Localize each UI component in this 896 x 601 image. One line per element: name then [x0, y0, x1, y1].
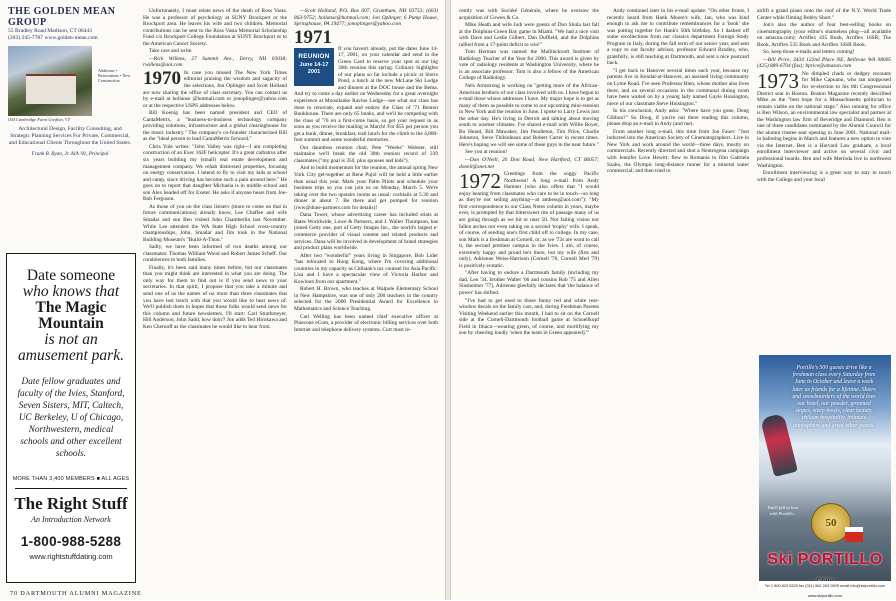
photo-caption: Old Cambridge Farm Grafton, VT	[8, 117, 71, 122]
note-paragraph: Finally, it's been said many times before, but our classmates than you might think are interested in what you are doing. The only way for them to find out is if you send news to your secretaries. In that spirit, I propose that you take a minute and send one of us the names of no more than three classmates that you have lost touch with that you would like to hear news of. We'll publish them in hopes that those folks would send news for this column and future newsletters. I'll start: Carl Strathmeyer, Hill Anderson, John Sadd, how doin'? Jon adds Ted Hirokawa and Ken Chernoff as the classmates he would like to hear from.	[143, 264, 287, 330]
ad-headline-line: amusement park.	[18, 347, 124, 364]
portillo-logo-text: Ski PORTILLO	[767, 551, 883, 568]
golden-mean-signature: Frank B. Ryan, Jr. AIA '81, Principal	[31, 151, 109, 157]
right-stuff-ad[interactable]	[6, 253, 136, 583]
note-paragraph: If you haven't already, put the dates June 14-17, 2001, on your calendar and send in the Green Card to reserve your spot at our big 30th reunion this spring. Culinary highlights of our plans so far include a picnic at Storrs Pond, a lunch at the new McLane Ski Lodge and dinners at the DOC house and the Bema. And try to come a day earlier on Wednesday for a great overnight experience at Moosilauke Ravine Lodge—see what our class has done to renovate, expand and endow the Class of '71 Benton Bunkhouse. There are only 65 bunks, and we'll be competing with the class of '76 on a first-come basis, so get your request in as soon as you receive the mailing in March! For $55 per person you get a bunk, dinner, breakfast, trail lunch for the climb to the 4,800-foot summit and some wonderful memories.	[294, 45, 438, 144]
farm-photo	[8, 46, 92, 116]
ad-body: Date fellow graduates and faculty of the Ivies, Stanford, Seven Sisters, MIT, Caltech, UC Berkeley, U of Chicago, Northwestern, medical schools and other excellent schools.	[17, 377, 125, 459]
ad-headline-line: Mountain	[38, 315, 104, 332]
ad-headline-line: is not an	[44, 331, 98, 348]
right-column-1	[459, 8, 599, 593]
note-paragraph: "After having to endure a Dartmouth family (including my dad, Len '34, brother Walter '66 and cousins Rob '75 and Allen Sinsheimer '77), Adrienne gleefully declares that 'the balance of power' has shifted.	[459, 270, 599, 296]
note-paragraph: Unfortunately, I must relate news of the death of Ross Vasta. He was a professor of psychology at SUNY Brockport or the Brockport area. He leaves his wife and two children. Memorial contributions can be sent to the Ross Vasta Memorial Scholarship Fund c/o Brockport College Foundation at SUNY Brockport or to the American Cancer Society.	[143, 8, 287, 47]
note-paragraph: "I've had to get used to those funny red and white rear-window decals on the family cars, and, during Freshman Parents Visiting Weekend earlier this month, I had to sit on the Cornell side at the Cornell-Dartmouth football game at Schoellkopf Field in Ithaca—wearing green, of course, and mortifying my son by cheering loudly 'when the team in Green appeared].'"	[459, 297, 599, 337]
right-column-2	[607, 8, 749, 593]
year-1970: 1970	[143, 67, 181, 89]
note-paragraph: Our dauntless reunion chair, Pete "Weebs" Webster, still maintains we'll break the old 30th reunion record of 339 classmates ("my goal is 350, plus spouses and kids").	[294, 144, 438, 164]
chile-flag-icon	[845, 527, 863, 542]
secretary-signature: —Rick Willens, 27 Summit Ave., Derry, NH 03038; rwillens@aol.com	[143, 55, 287, 69]
ad-headline-line: Date someone	[26, 267, 116, 284]
note-paragraph: Tom Herman was named the Mallinckrodt Institute of Radiology Teacher of the Year for 2000. This award is given by vote of radiology residents at Washington University, where he is an associate professor. Tom is also a fellow of the American College of Radiology.	[459, 49, 599, 82]
note-paragraph: Jon's also the author of four best-selling books on cinematography (your editor's shameless plug—all available on amazon.com): Arriflex 435 Book, Arriflex 16SR; The Book, Arriflex 535 Book and Arriflex 16SR Book.	[757, 22, 891, 48]
reunion-badge	[294, 48, 334, 86]
year-1973: 1973	[757, 68, 799, 93]
golden-mean-description: Architectural Design, Facility Consulting, and Strategic Planning Services For Private, Commercial, and Educational Clients Throughout the United States.	[8, 126, 132, 146]
right-column-3	[757, 8, 891, 350]
note-paragraph: See you at reunion!	[465, 149, 508, 156]
secretary-signature: —Scott Holland, P.O. Box 607, Grantham, NH 03753; (603) 863-9752; hollanse@hotmail.com; Jon Oplinger, 6 Pump House, Springhouse, PA 19477; jonoplinger@yahoo.com	[294, 8, 438, 28]
anniversary-badge: 50	[811, 503, 851, 543]
secretary-signature: —Don O'Neill, 20 Don Road, New Hartford, CT 06057; doneil@snet.net	[459, 157, 599, 170]
year-1972: 1972	[459, 169, 501, 194]
ski-portillo-ad[interactable]	[759, 355, 891, 598]
left-page	[0, 0, 445, 600]
note-paragraph: Mike Heath and wife Judi were guests of Don Shula last fall at the Dolphins-Green Bay game in Miami. "We had a nice visit with Dave and Leslie Gilbert, Dan Duffield, and the Dolphins rallied from a 17-point deficit to win!"	[459, 22, 599, 48]
class-1972-heading	[459, 171, 599, 269]
ad-headline-line: who knows that	[22, 283, 120, 300]
note-paragraph: From another long e-mail, this time from Jon Fauer: "Just inducted into the American Society of Cinematographers. Live in New York and work around the world—three days, mostly on commercials. Recently directed and shot a Neutrogena campaign with Jennifer Love Hewitt; flew to Romania to film Gabriela Szabo, the Olympic long-distance runner for a mineral water commercial; and then tried to	[607, 128, 749, 175]
reunion-title: REUNION	[298, 52, 330, 60]
note-paragraph: In his conclusion, Andy asks: "Where have you gone, Doug Gibbon?" So Doug, if you're out there reading this column, please drop an e-mail to Andy (and me).	[607, 108, 749, 128]
golden-mean-address: 55 Bradley Road Madison, CT 06443	[8, 28, 93, 34]
golden-mean-ad[interactable]	[8, 6, 136, 157]
note-paragraph: After two "wonderful" years living in Singapore, Bob Lider "has relocated to Hong Kong, where I'm covering additional countries in my capacity as Citibank's tax counsel for Asia Pacific. Lisa and I have a spectacular view of Victoria Harbor and Kowloon from our apartment."	[294, 252, 438, 285]
ad-members: MORE THAN 3,400 MEMBERS ■ ALL AGES	[12, 476, 130, 482]
note-paragraph: Greetings from the soggy Pacific Northwest! A long e-mail from Andy Hamner (who also offers that "I would enjoy hearing from classmates who care to be in touch—so long as they're not selling anything—at ambesq@aol.com"): "My first correspondence to our Class Notes column in years, maybe ever, is prompted by that bittersweet rite of passage many of us are going through as we hit or near 50. Not failing vision nor fallen arches nor even taking on a second 'trophy' wife. I speak, of course, of sending one's first child off to college. In my case, son Mark is a freshman at Cornell, or, as we '72s are wont to call it, the second prettiest campus in the Ivies. I am, of course, extremely happy and proud he's there, but my wife (first and only), Adrienne Weiss-Harrison (Cornell '76, Cornell Med '79) is positively ecstatic.	[459, 171, 599, 269]
year-1971: 1971	[294, 26, 332, 48]
ad-divider	[15, 488, 127, 489]
ad-headline	[7, 268, 135, 364]
right-page	[451, 0, 896, 600]
class-1973-heading	[757, 68, 891, 169]
ski-ad-copy: Portillo's 500 guests drive like a freshman class every Saturday from June to October and leave a week later as friends for a lifetime. Skiers and snowboarders of the world love our hotel, our powder, groomed slopes, steep bowls, clear beauty, chilean hospitality, intimate atmosphere and great other guests.	[792, 365, 876, 429]
note-paragraph: Sadly, we have been informed of two deaths among our classmates: Thomas William Wood and Robert James Scheff. Our condolences to both families.	[143, 244, 287, 264]
note-paragraph: Enrollment interviewing is a great way to stay in touch with the College and your local	[757, 170, 891, 183]
class-1970-heading	[143, 67, 287, 109]
note-paragraph: airlift a grand piano onto the roof of the N.Y. World Trade Center while filming Bobby Short."	[757, 8, 891, 21]
note-paragraph: In case you missed The New York Times editorial praising the wisdom and sagacity of the selections, Jon Oplinger and Scott Holland are now sharing the office of class secretary. You can contact us by e-mail at hollanse @hotmail.com or jonoplinger@yahoo.com or at the respective USPS addresses below.	[143, 69, 287, 109]
note-paragraph: Chris Yule writes: "John Valley was right—I am completing construction of an Exec 162F helicopter. It's a great carbatrus after six years building my (small) real estate development and management company. We rehab distressed properties, focusing on energy conservation. I intend to fly to visit my kids at school and camp, since driving has become such a pain around here." He goes on to report that daughter Michaela is in middle school and son Alex headed off for Exeter. He asks if anyone hears from Joe-Bob Ferguson.	[143, 143, 287, 203]
note-paragraph: As those of you on the class listserv (more to come on that in future communications) already know, Lee Chaffee and wife Smadar and son Ben visited John Chamberlin last November. While Lee attended the WA State High School cross-country championships, John, Smadar and Jim took in the National Building Museum's "Build-A-Thon."	[143, 203, 287, 243]
ski-ad-contact[interactable]: Tel 1 800 829 5325 fax (011) 562 263 0595 email info@skiportillo.com www.skiportillo.com	[759, 581, 891, 591]
note-paragraph: Robert H. Brown, who teaches at Walpole Elementary School in New Hampshire, was one of only 200 teachers in the country selected for the 2000 Presidential Award for Excellence in Mathematics and Science Teaching.	[294, 286, 438, 312]
secretary-signature: —Bill Price, 3434 122nd Place NE, Bellevue WA 98005 (425) 889-6704 (fax); bprice@amazon.com	[757, 56, 891, 70]
note-paragraph: cently was with Société Générale, where he oversaw the acquisition of Cowen & Co.	[459, 8, 599, 21]
left-column-2	[294, 8, 438, 593]
page-folio: 70 DARTMOUTH ALUMNI MAGAZINE	[10, 590, 142, 597]
note-paragraph: So, keep those e-mails and letters coming!	[763, 49, 855, 56]
note-paragraph: Take care and write.	[149, 48, 193, 55]
ad-headline-line: The Magic	[35, 299, 107, 316]
note-paragraph: Andy continued later in his e-mail update: "On other fronts, I recently heard from Hank Moore's wife, Jan, who was kind enough to ask me to contribute remembrances for a 'book' she was putting together for Hank's 50th birthday. So I dashed off some recollections from our classics department Foreign Study Program in Italy, during the fall term of our senior year, and sent a copy to our faculty advisor, professor Edward Bradley, who, gratefully, is still teaching at Dartmouth, and sent a nice postcard back.	[607, 8, 749, 67]
golden-mean-title: THE GOLDEN MEAN GROUP	[8, 6, 116, 28]
ad-phone[interactable]: 1-800-988-5288	[20, 534, 122, 549]
ad-brand-name: The Right Stuff	[14, 494, 128, 513]
services-note: Additions • Renovations • New Construction	[98, 68, 131, 83]
farmhouse-shape	[26, 74, 76, 104]
note-paragraph: Nels Armstrong is working on "getting more of the African-American brothers of our class involved with us. I have begun to e-mail those whose addresses I have. My major hope is to get as many of them as possible to come to our upcoming mini-reunion in New York and the reunion in June. I spoke to Larry Lewis just the other day. He's living in Detroit and talking about moving south to warmer climates. I've shared e-mail with Willie Boyer, Bo Heard, Bill Mawaker, Jim Pendleton, Tim Price, Charlie Johnston, Steve Thibodeaux and Robert Carter in recent times. Here's hoping we will see some of these guys in the near future."	[459, 83, 599, 148]
note-paragraph: Dana Tower, whose advertising career has included stints at Bates Worldwide, Lowe & Partners, and J. Walter Thompson, has joined Getty one, part of Getty Images Inc., the world's largest e-commerce provider of visual content and related products and services. Dana will be involved in development of brand strategies and product plans worldwide.	[294, 212, 438, 252]
note-paragraph: Bill Koenig has been named president and CEO of CantaMetrix, a "business-to-business technology company providing solutions, infrastructure and a global clearinghouse for the music industry." The company's co-founder characterized Bill as the "ideal person to lead CantaMetrix forward."	[143, 110, 287, 143]
golden-mean-contact[interactable]: (203) 245-7787 www.golden-mean.com	[8, 35, 98, 41]
note-paragraph: "I get back to Hanover several times each year, because my parents live in Kendal-at-Hanover, an assisted living community on Lyme Road. I've seen Professor Bien, whose mother also lives there, and on several occasions in the communal dining room have been waited on by a young lady named Gayle Hoisington, niece of our classmate Steve Hoisington."	[607, 67, 749, 107]
note-paragraph: Carl Welling has been named chief executive officer at Pinecone eCom, a provider of electronic billing services over both Internet and telephone delivery systems. Curt most re-	[294, 313, 438, 333]
note-paragraph: And to build momentum for the reunion, the annual spring New York City get-together at Rene Pujol will be held a little earlier than usual this year. Mark your Palm Pilots and schedule your business trips so you can join us on Monday, March 5. We're taking over the two upstairs rooms as usual: cocktails at 5:30 and dinner at about 7. Be there and get pumped for reunion (rww@dune-partners.com for details)!	[294, 165, 438, 211]
reunion-dates: June 14-17 2001	[299, 62, 329, 76]
ad-website-link[interactable]: www.rightstuffdating.com	[29, 552, 113, 561]
ski-ad-note: You'll fall in love with Portillo...	[767, 505, 799, 516]
ad-tagline: An Introduction Network	[31, 515, 111, 524]
left-column-1	[143, 8, 287, 593]
note-paragraph: No dimpled chads or dodgey recounts for Mike Capuano, who ran unopposed for re-election to his 8th Congressional District seat in Boston. Boston Magazine recently described Mike as the "best hope for a Massachusetts politician to remain viable on the national stage." Also running for office is Ben Wilson, an environmental law specialist and partner at the Washington law firm of Beveridge and Diamond. Ben is one of three candidates nominated by the Alumni Council for the alumni trustee seat opening in June 2001. National mail-in balloting begins in March and features a new option to vote via the Internet. Ben is a Harvard Law graduate, a local enrollment interviewer and active on several civic and professional boards. Ben and wife Merinda live in northwest Washington.	[757, 70, 891, 169]
